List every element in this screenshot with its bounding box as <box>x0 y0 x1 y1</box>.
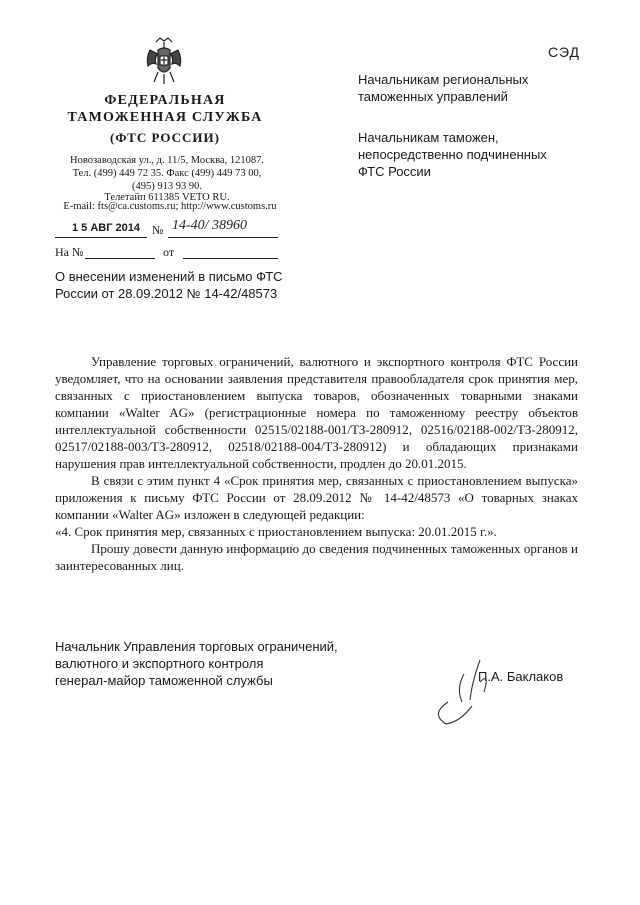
registration-number: 14-40/ 38960 <box>172 218 248 233</box>
recipient-line: непосредственно подчиненных <box>358 147 547 162</box>
org-name-line1: ФЕДЕРАЛЬНАЯ <box>104 93 226 108</box>
sed-mark: СЭД <box>548 44 581 60</box>
ot-label: от <box>163 245 175 259</box>
number-underline <box>168 237 278 238</box>
body-paragraph: В связи с этим пункт 4 «Срок принятия мер, связанных с приостановлением выпуска» приложения к письму ФТС России от 28.09.2012 № 14-42/48573 «О товарных знаках компании «Walter AG» изложен в следующей редакции: <box>55 473 578 522</box>
signature-title-line: валютного и экспортного контроля <box>55 656 264 671</box>
registration-line <box>55 218 300 240</box>
address-line: Новозаводская ул., д. 11/5, Москва, 121087. <box>70 155 264 166</box>
body-paragraph: «4. Срок принятия мер, связанных с приостановлением выпуска: 20.01.2015 г.». <box>55 524 497 539</box>
email-line: E-mail: fts@ca.customs.ru; http://www.customs.ru <box>63 201 277 212</box>
registration-date: 1 5 АВГ 2014 <box>72 222 140 234</box>
subject <box>55 268 315 302</box>
na-underline <box>85 258 155 259</box>
body-paragraph: Прошу довести данную информацию до сведения подчиненных таможенных органов и заинтересованных лиц. <box>55 541 578 573</box>
recipient-line: ФТС России <box>358 164 431 179</box>
number-sign: № <box>152 223 164 237</box>
phone-line-2: (495) 913 93 90. <box>132 181 202 192</box>
ot-underline <box>183 258 278 259</box>
russian-coat-of-arms-icon <box>142 36 186 88</box>
teletype-line: Телетайп 611385 VETO RU. <box>104 192 230 203</box>
subject-line: О внесении изменений в письмо ФТС <box>55 269 283 284</box>
phone-line: Тел. (499) 449 72 35. Факс (499) 449 73 00, <box>72 168 262 179</box>
letter-body <box>55 353 578 574</box>
signatory-name: П.А. Баклаков <box>478 669 564 684</box>
reference-line <box>55 245 300 261</box>
org-abbreviation: (ФТС РОССИИ) <box>110 130 220 145</box>
signature-title <box>55 638 385 689</box>
date-underline <box>55 237 147 238</box>
subject-line: России от 28.09.2012 № 14-42/48573 <box>55 286 278 301</box>
na-label: На № <box>55 245 84 259</box>
recipient-line: Начальникам таможен, <box>358 130 499 145</box>
signature-title-line: генерал-майор таможенной службы <box>55 673 273 688</box>
org-name-line2: ТАМОЖЕННАЯ СЛУЖБА <box>67 110 263 125</box>
recipient-line: таможенных управлений <box>358 89 508 104</box>
signature-title-line: Начальник Управления торговых ограничений, <box>55 639 338 654</box>
handwritten-signature <box>420 652 500 732</box>
recipient-line: Начальникам региональных <box>358 72 529 87</box>
body-paragraph: Управление торговых ограничений, валютного и экспортного контроля ФТС России уведомляет, что на основании заявления представителя правообладателя срок принятия мер, связанных с приостановлением выпуска товаров, обозначенных товарными знаками компании «Walter AG» (регистрационные номера по таможенному реестру объектов интеллектуальной собственности 02515/02188-001/ТЗ-280912, 02516/02188-002/ТЗ-280912, 02517/02188-003/ТЗ-280912, 02518/02188-004/ТЗ-280912) и обладающих признаками нарушения прав интеллектуальной собственности, продлен до 20.01.2015. <box>55 354 578 471</box>
